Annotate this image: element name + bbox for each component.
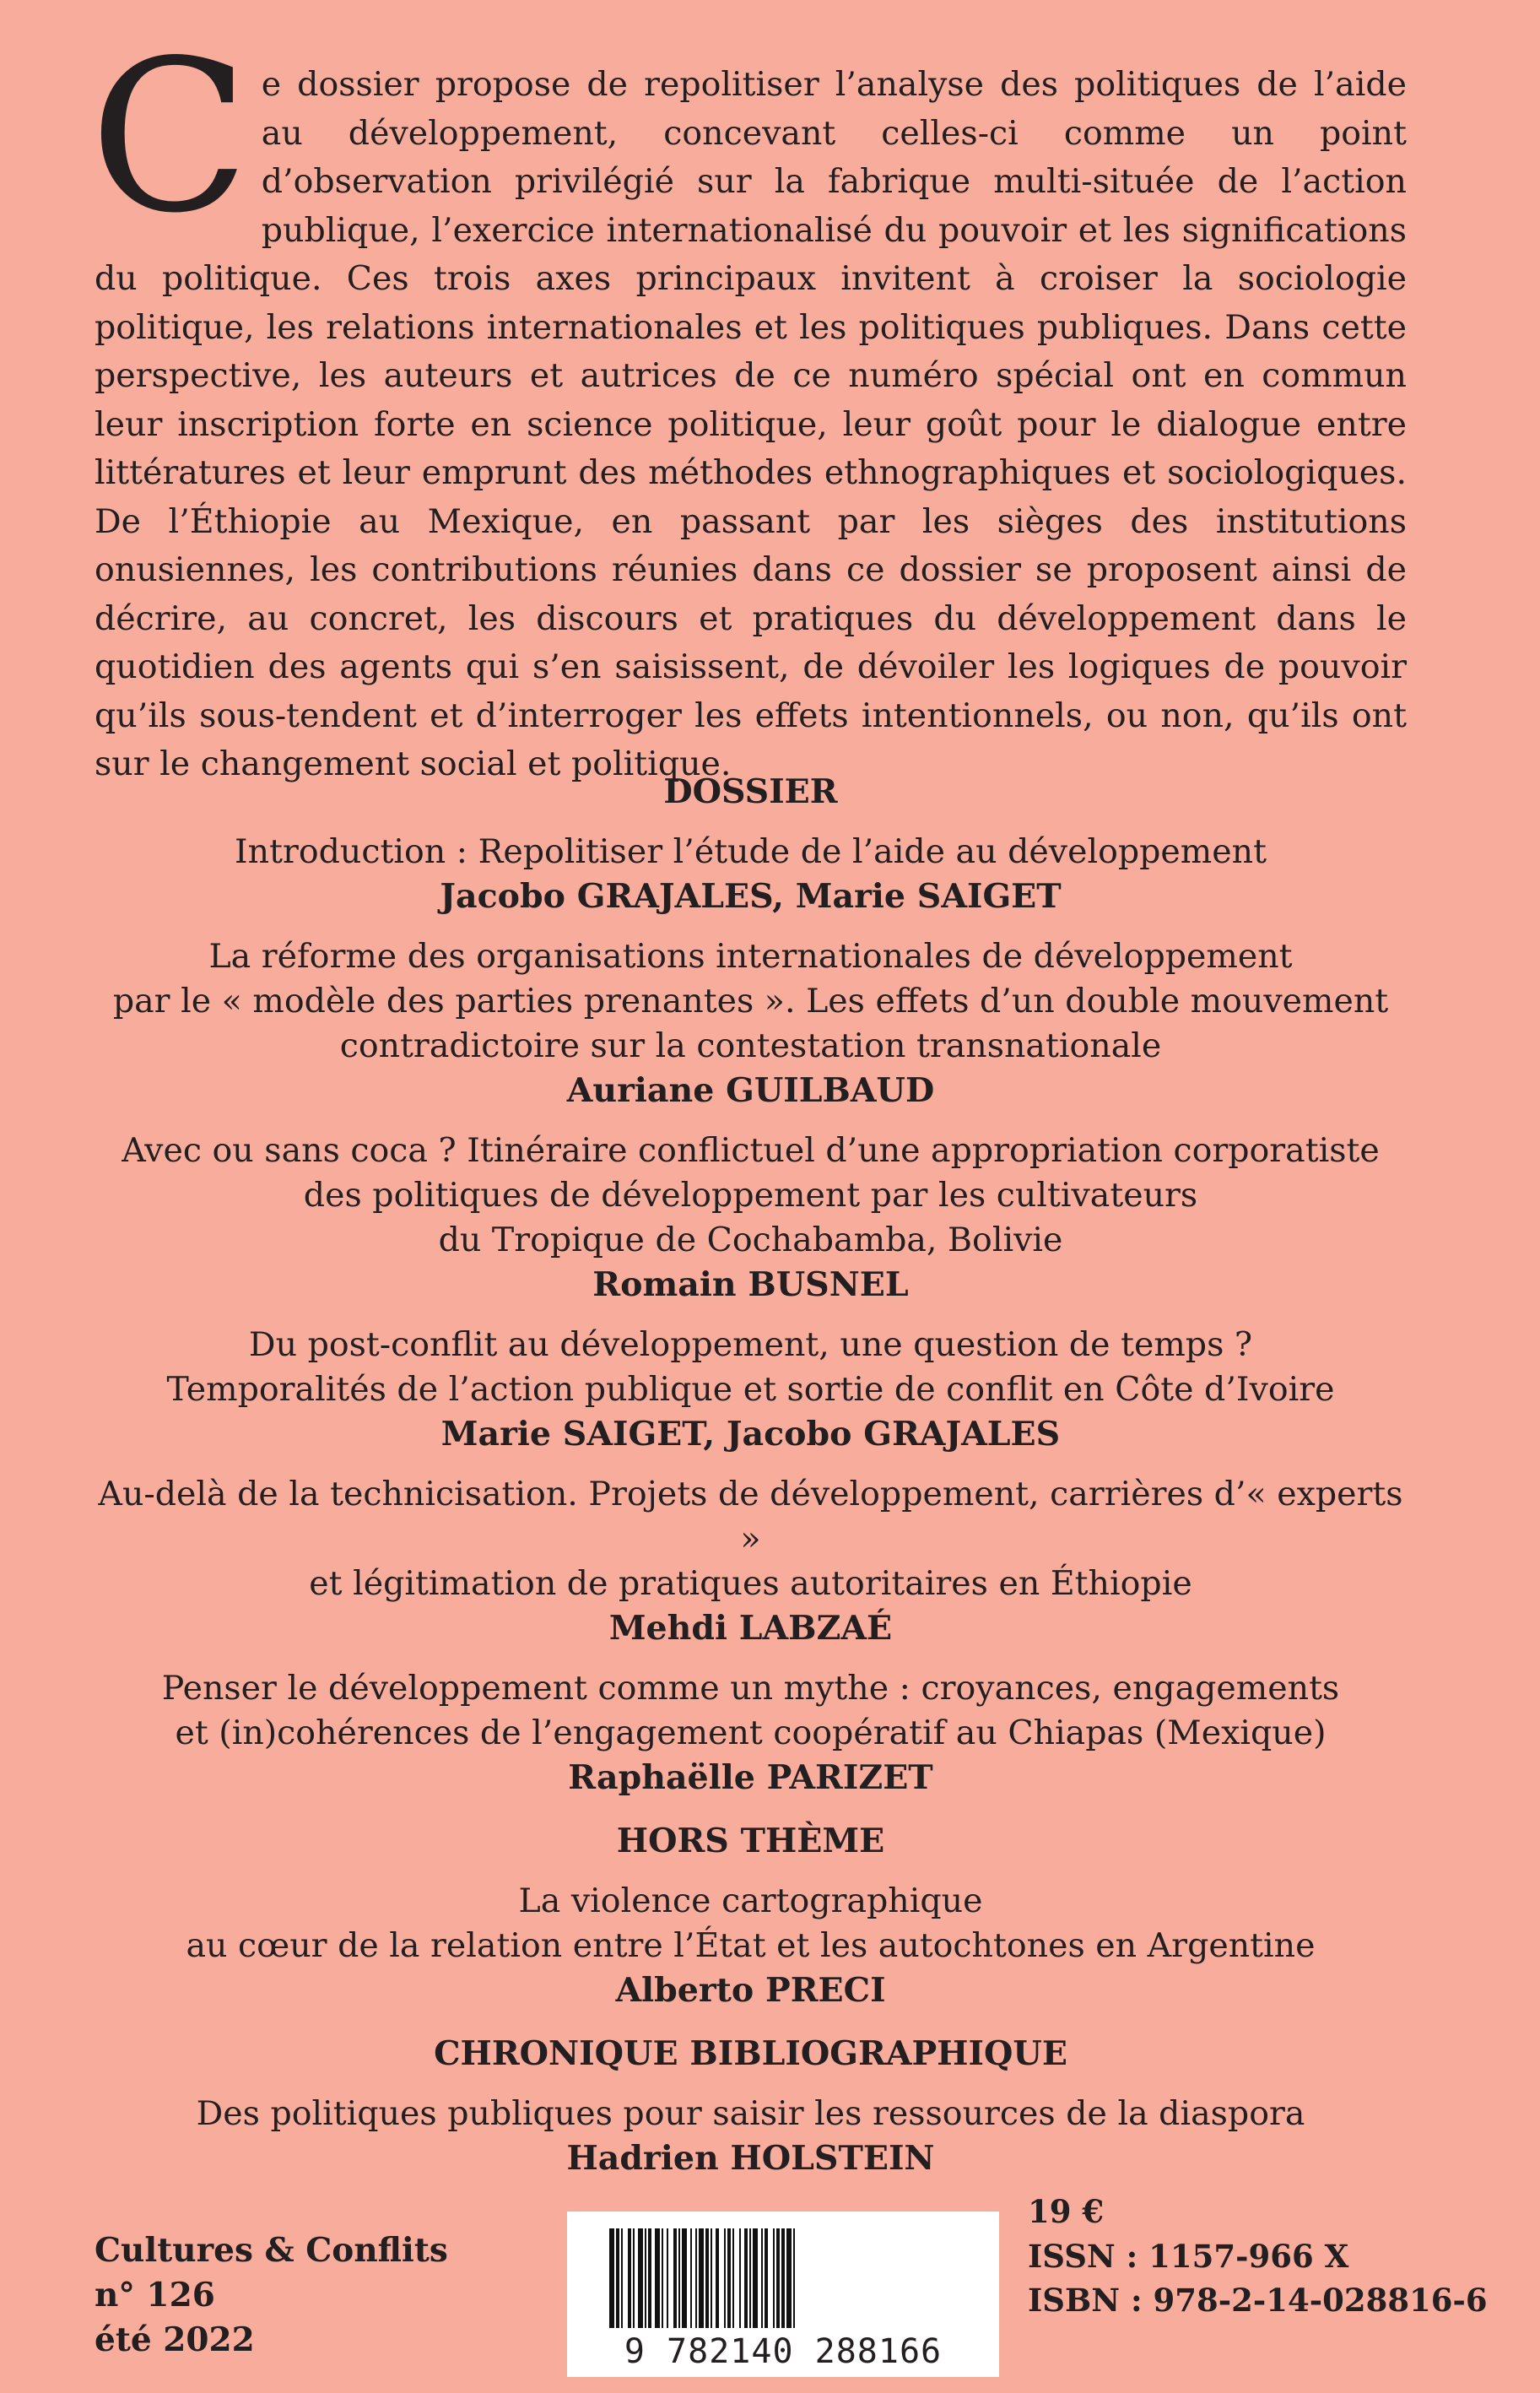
price: 19 €: [1028, 2193, 1105, 2230]
toc-entry: [95, 1323, 1407, 1457]
drop-cap: C: [89, 16, 250, 259]
barcode-digits: 9 782140 288166: [624, 2332, 943, 2371]
section-heading-dossier: DOSSIER: [663, 772, 838, 811]
entry-title-line: Du post-conflit au développement, une question de temps ?: [248, 1325, 1253, 1364]
journal-issue: n° 126: [95, 2276, 215, 2314]
table-of-contents: [95, 770, 1407, 2181]
entry-title-line: par le « modèle des parties prenantes ». Les effets d’un double mouvement: [112, 982, 1389, 1021]
intro-paragraph: [89, 16, 1407, 789]
entry-title-line: et (in)cohérences de l’engagement coopératif au Chiapas (Mexique): [175, 1714, 1327, 1752]
toc-entry: [95, 830, 1407, 919]
section-entries-hors-theme: [95, 1879, 1407, 2013]
toc-entry: [95, 934, 1407, 1113]
entry-title-line: Temporalités de l’action publique et sortie de conflit en Côte d’Ivoire: [166, 1370, 1335, 1409]
section-heading-hors-theme: HORS THÈME: [616, 1822, 885, 1860]
entry-title-line: du Tropique de Cochabamba, Bolivie: [438, 1221, 1063, 1259]
entry-author: Auriane GUILBAUD: [566, 1071, 935, 1110]
section-entries-chronique: [95, 2092, 1407, 2181]
entry-title-line: des politiques de développement par les cultivateurs: [303, 1176, 1198, 1215]
barcode: [567, 2212, 999, 2377]
toc-entry: [95, 1129, 1407, 1307]
entry-author: Jacobo GRAJALES, Marie SAIGET: [440, 877, 1062, 916]
toc-entry: [95, 1472, 1407, 1651]
isbn: ISBN : 978-2-14-028816-6: [1028, 2282, 1488, 2319]
entry-title-line: Des politiques publiques pour saisir les ressources de la diaspora: [196, 2094, 1305, 2133]
entry-title-line: Au-delà de la technicisation. Projets de développement, carrières d’« experts »: [98, 1475, 1403, 1558]
pricing-info: [1028, 2190, 1488, 2323]
entry-title-line: La réforme des organisations internationales de développement: [208, 937, 1293, 976]
journal-name: Cultures & Conflits: [95, 2231, 448, 2270]
entry-author: Mehdi LABZAÉ: [608, 1609, 893, 1648]
section-entries-dossier: [95, 830, 1407, 1800]
journal-season: été 2022: [95, 2320, 255, 2359]
entry-author: Raphaëlle PARIZET: [568, 1758, 933, 1797]
entry-author: Hadrien HOLSTEIN: [566, 2139, 935, 2178]
entry-title-line: Avec ou sans coca ? Itinéraire conflictuel d’une appropriation corporatiste: [122, 1131, 1380, 1170]
entry-title-line: Introduction : Repolitiser l’étude de l’aide au développement: [235, 832, 1267, 871]
entry-title-line: contradictoire sur la contestation transnationale: [339, 1026, 1162, 1065]
toc-entry: [95, 2092, 1407, 2181]
journal-info: [95, 2228, 448, 2363]
toc-entry: [95, 1879, 1407, 2013]
entry-title-line: au cœur de la relation entre l’État et les autochtones en Argentine: [186, 1926, 1316, 1965]
entry-author: Alberto PRECI: [615, 1971, 886, 2010]
entry-author: Romain BUSNEL: [592, 1265, 909, 1304]
toc-entry: [95, 1666, 1407, 1800]
barcode-bars: [609, 2228, 957, 2328]
entry-title-line: Penser le développement comme un mythe : croyances, engagements: [161, 1669, 1340, 1708]
section-heading-chronique: CHRONIQUE BIBLIOGRAPHIQUE: [434, 2034, 1067, 2073]
entry-title-line: et légitimation de pratiques autoritaires en Éthiopie: [309, 1564, 1192, 1603]
intro-text: e dossier propose de repolitiser l’analyse des politiques de l’aide au développement, concevant celles-ci comme un point d’observation privilégié sur la fabrique multi-située de l’action publique, l’exercice internationalisé du pouvoir et les significations du politique. Ces trois axes principaux invitent à croiser la sociologie politique, les relations internationales et les politiques publiques. Dans cette perspective, les auteurs et autrices de ce numéro spécial ont en commun leur inscription forte en science politique, leur goût pour le dialogue entre littératures et leur emprunt des méthodes ethnographiques et sociologiques. De l’Éthiopie au Mexique, en passant par les sièges des institutions onusiennes, les contributions réunies dans ce dossier se proposent ainsi de décrire, au concret, les discours et pratiques du développement dans le quotidien des agents qui s’en saisissent, de dévoiler les logiques de pouvoir qu’ils sous-tendent et d’interroger les effets intentionnels, ou non, qu’ils ont sur le changement social et politique.: [95, 65, 1407, 783]
issn: ISSN : 1157-966 X: [1028, 2237, 1349, 2275]
entry-title-line: La violence cartographique: [518, 1881, 983, 1920]
entry-author: Marie SAIGET, Jacobo GRAJALES: [440, 1415, 1061, 1454]
